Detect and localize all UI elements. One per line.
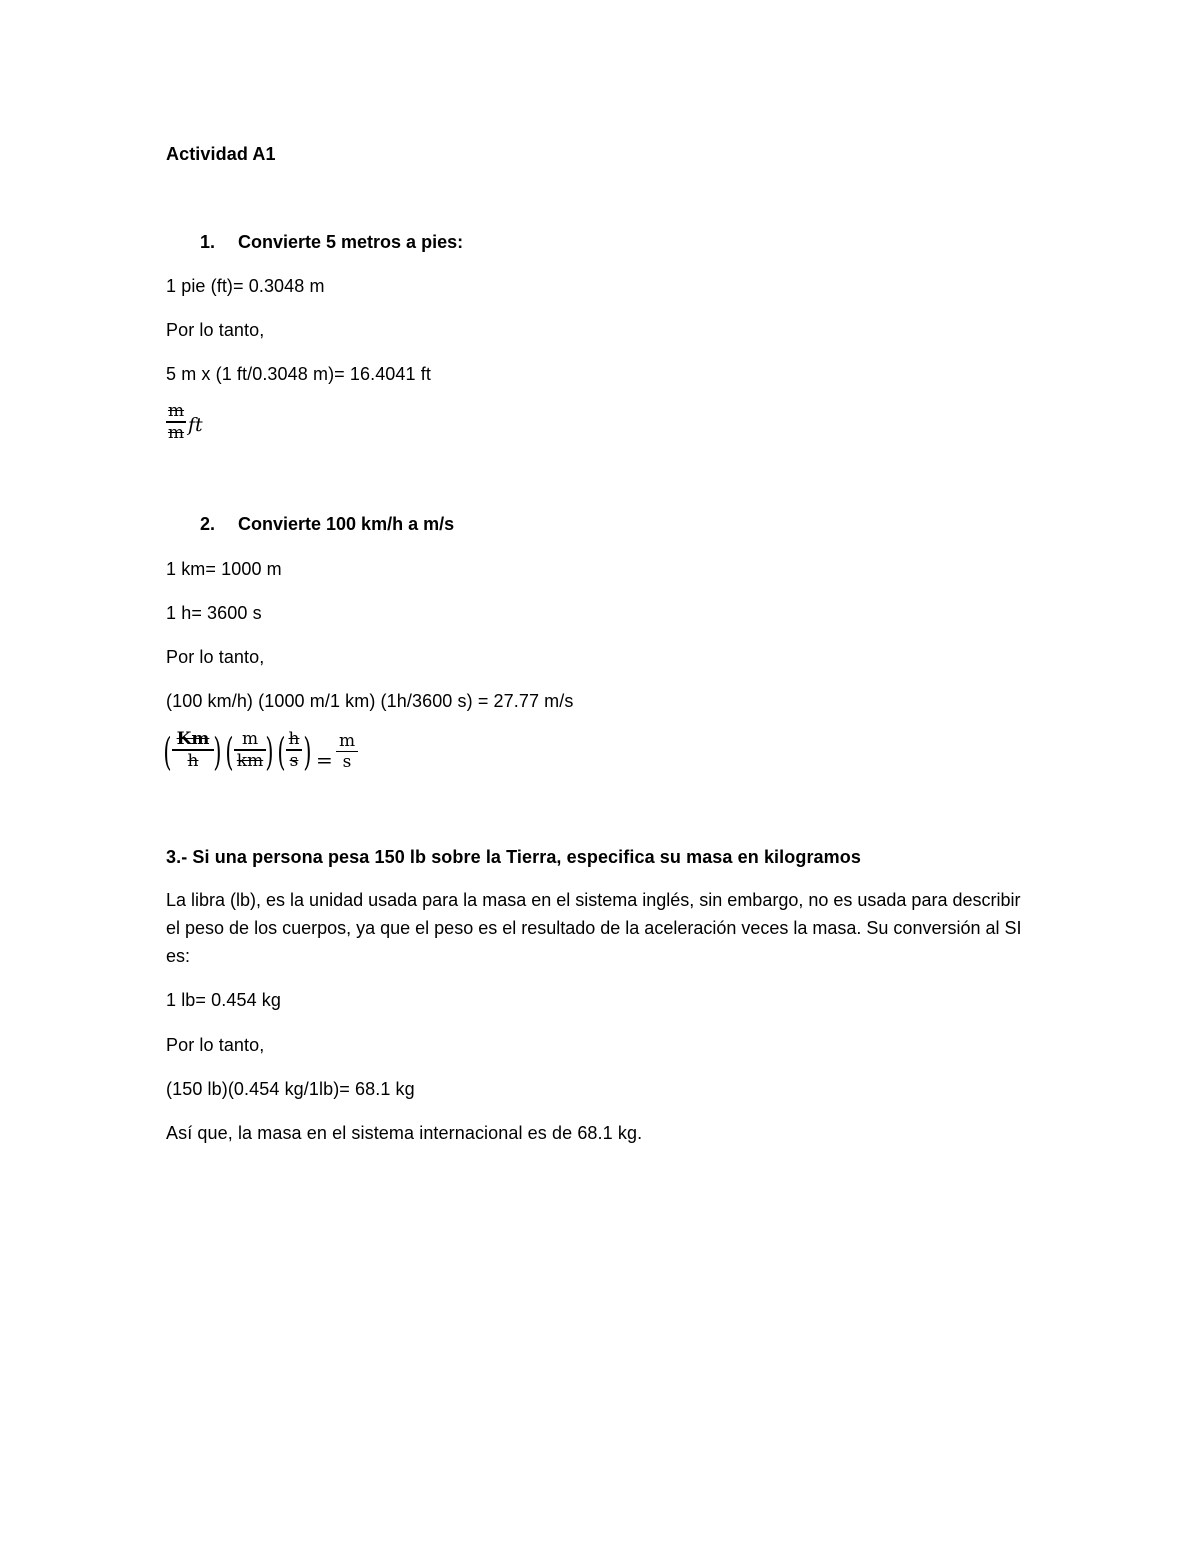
q2-paren-open-2: (	[225, 730, 234, 774]
q2-paren-close-3: )	[303, 730, 312, 774]
q1-math-expression	[166, 402, 226, 452]
q3-line1: 1 lb= 0.454 kg	[166, 990, 281, 1010]
q1-line1: 1 pie (ft)= 0.3048 m	[166, 276, 325, 296]
q2-fraction-1-numerator: Km	[176, 729, 210, 749]
q3-paragraph: La libra (lb), es la unidad usada para la masa en el sistema inglés, sin embargo, no es usada para describir el peso de los cuerpos, ya que el peso es el resultado de la aceleración veces la masa. Su conversión al SI es:	[166, 890, 1022, 966]
q1-fraction-numerator: m	[167, 401, 185, 421]
q2-fraction-1-denominator: h	[187, 751, 199, 771]
q2-number: 2.	[200, 514, 216, 534]
q2-paren-close-2: )	[265, 730, 274, 774]
q3-line2: Por lo tanto,	[166, 1035, 265, 1055]
q1-number: 1.	[200, 232, 216, 252]
q2-line2: 1 h= 3600 s	[166, 603, 262, 623]
q2-math-expression	[160, 730, 380, 786]
q2-result-denominator: s	[342, 752, 352, 772]
q2-fraction-3-denominator: s	[289, 751, 299, 771]
q2-fraction-2	[234, 730, 266, 770]
q2-fraction-3	[286, 730, 302, 770]
q2-result-numerator: m	[338, 731, 356, 751]
q2-fraction-3-numerator: h	[288, 729, 300, 749]
q2-heading: Convierte 100 km/h a m/s	[238, 514, 455, 534]
q1-heading: Convierte 5 metros a pies:	[238, 232, 464, 252]
q1-fraction-denominator: m	[167, 423, 185, 443]
document-title: Actividad A1	[166, 144, 276, 164]
q1-line2: Por lo tanto,	[166, 320, 265, 340]
q2-paren-close-1: )	[213, 730, 222, 774]
q3-heading: 3.- Si una persona pesa 150 lb sobre la Tierra, especifica su masa en kilogramos	[166, 847, 861, 867]
q2-line1: 1 km= 1000 m	[166, 559, 282, 579]
q2-paren-open-1: (	[163, 730, 172, 774]
q2-fraction-2-denominator: km	[236, 751, 264, 771]
q2-fraction-1	[172, 730, 214, 770]
q2-line3: Por lo tanto,	[166, 647, 265, 667]
q2-equals: =	[316, 748, 333, 772]
q2-fraction-2-numerator: m	[241, 729, 259, 749]
q1-fraction	[166, 402, 186, 442]
q2-paren-open-3: (	[277, 730, 286, 774]
q3-line4: Así que, la masa en el sistema internacional es de 68.1 kg.	[166, 1123, 643, 1143]
q2-result-fraction	[336, 732, 358, 771]
q2-line4: (100 km/h) (1000 m/1 km) (1h/3600 s) = 27.77 m/s	[166, 691, 574, 711]
q1-line3: 5 m x (1 ft/0.3048 m)= 16.4041 ft	[166, 364, 431, 384]
q1-unit: ft	[188, 414, 203, 436]
q3-line3: (150 lb)(0.454 kg/1lb)= 68.1 kg	[166, 1079, 415, 1099]
